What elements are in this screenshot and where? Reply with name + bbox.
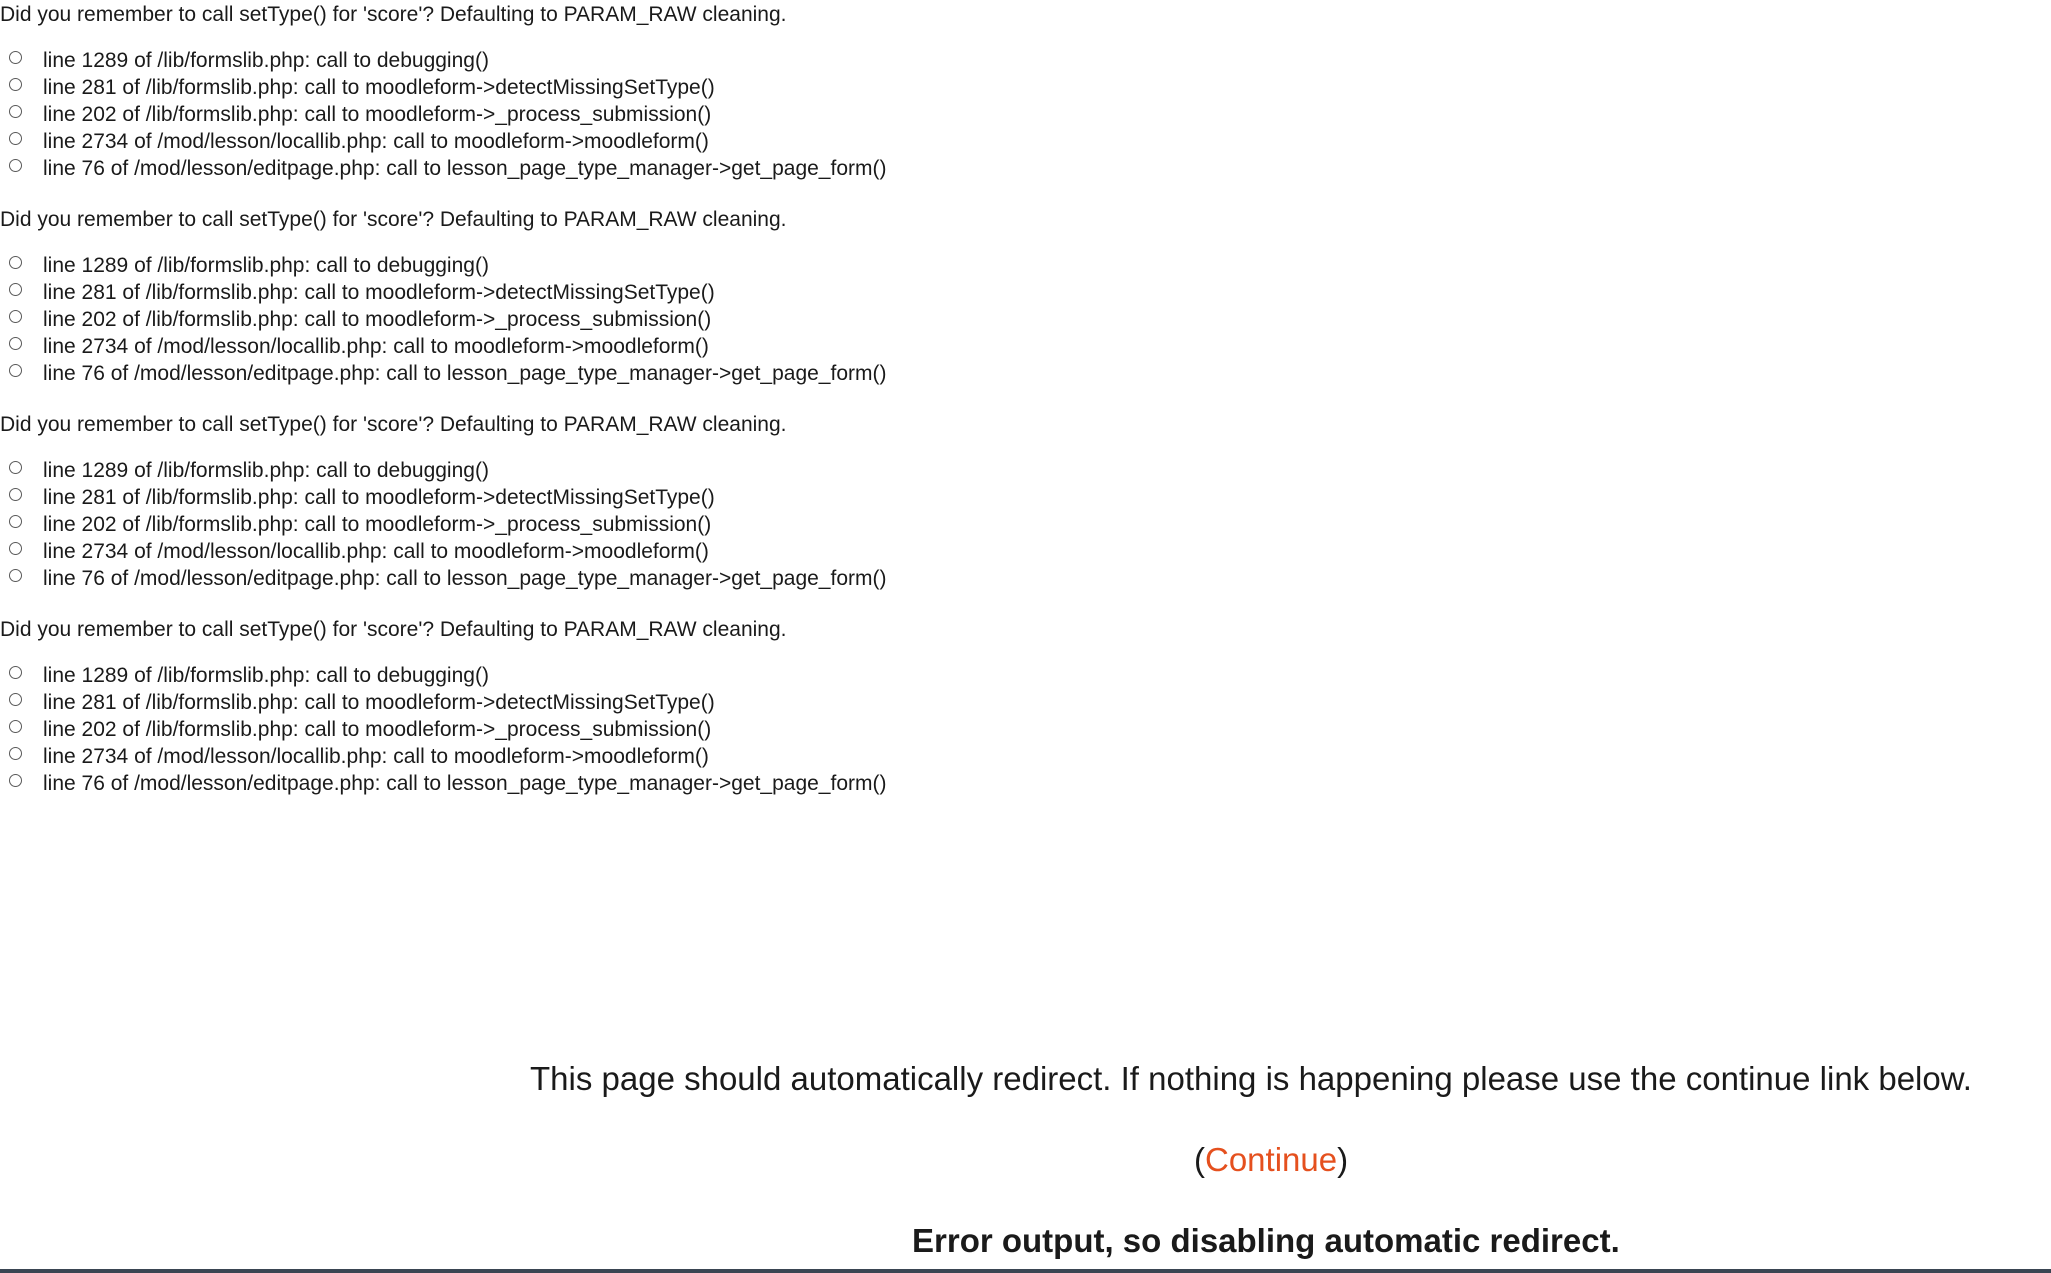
circle-outline-icon <box>9 488 22 501</box>
backtrace-text: line 202 of /lib/formslib.php: call to moodleform->_process_submission() <box>43 718 712 741</box>
backtrace-item <box>0 662 886 689</box>
backtrace-item <box>0 743 886 770</box>
backtrace-text: line 2734 of /mod/lesson/locallib.php: call to moodleform->moodleform() <box>43 540 709 563</box>
circle-outline-icon <box>9 515 22 528</box>
debug-notice <box>0 410 1100 615</box>
backtrace-item <box>0 128 886 155</box>
circle-outline-icon <box>9 569 22 582</box>
error-output-message: Error output, so disabling automatic redirect. <box>912 1222 1620 1259</box>
backtrace-text: line 1289 of /lib/formslib.php: call to debugging() <box>43 459 489 482</box>
backtrace-text: line 2734 of /mod/lesson/locallib.php: call to moodleform->moodleform() <box>43 130 709 153</box>
backtrace-list <box>0 662 886 797</box>
redirect-message: This page should automatically redirect. If nothing is happening please use the continue link below. <box>530 1060 1972 1097</box>
circle-outline-icon <box>9 78 22 91</box>
continue-open-paren: ( <box>1194 1141 1205 1178</box>
backtrace-text: line 202 of /lib/formslib.php: call to moodleform->_process_submission() <box>43 513 712 536</box>
backtrace-item <box>0 252 886 279</box>
backtrace-text: line 1289 of /lib/formslib.php: call to debugging() <box>43 254 489 277</box>
circle-outline-icon <box>9 310 22 323</box>
backtrace-item <box>0 360 886 387</box>
backtrace-item <box>0 511 886 538</box>
backtrace-text: line 76 of /mod/lesson/editpage.php: call to lesson_page_type_manager->get_page_form() <box>43 157 887 180</box>
circle-outline-icon <box>9 283 22 296</box>
backtrace-text: line 1289 of /lib/formslib.php: call to debugging() <box>43 49 489 72</box>
debug-message: Did you remember to call setType() for 'score'? Defaulting to PARAM_RAW cleaning. <box>0 618 787 641</box>
backtrace-list <box>0 47 886 182</box>
circle-outline-icon <box>9 256 22 269</box>
backtrace-text: line 202 of /lib/formslib.php: call to moodleform->_process_submission() <box>43 308 712 331</box>
backtrace-list <box>0 252 886 387</box>
window-bottom-edge <box>0 1269 2051 1273</box>
circle-outline-icon <box>9 337 22 350</box>
debug-notice <box>0 615 1100 820</box>
circle-outline-icon <box>9 364 22 377</box>
backtrace-text: line 76 of /mod/lesson/editpage.php: call to lesson_page_type_manager->get_page_form() <box>43 362 887 385</box>
backtrace-item <box>0 279 886 306</box>
redirect-notice <box>400 1050 2051 1270</box>
backtrace-item <box>0 457 886 484</box>
circle-outline-icon <box>9 774 22 787</box>
backtrace-text: line 76 of /mod/lesson/editpage.php: call to lesson_page_type_manager->get_page_form() <box>43 772 887 795</box>
backtrace-item <box>0 47 886 74</box>
backtrace-item <box>0 716 886 743</box>
backtrace-text: line 76 of /mod/lesson/editpage.php: call to lesson_page_type_manager->get_page_form() <box>43 567 887 590</box>
backtrace-list <box>0 457 886 592</box>
backtrace-text: line 1289 of /lib/formslib.php: call to debugging() <box>43 664 489 687</box>
debug-message: Did you remember to call setType() for 'score'? Defaulting to PARAM_RAW cleaning. <box>0 413 787 436</box>
debug-message: Did you remember to call setType() for 'score'? Defaulting to PARAM_RAW cleaning. <box>0 208 787 231</box>
backtrace-item <box>0 484 886 511</box>
backtrace-text: line 281 of /lib/formslib.php: call to moodleform->detectMissingSetType() <box>43 486 715 509</box>
debug-notice <box>0 205 1100 410</box>
backtrace-item <box>0 155 886 182</box>
backtrace-item <box>0 565 886 592</box>
debug-notice <box>0 0 1100 205</box>
backtrace-text: line 281 of /lib/formslib.php: call to moodleform->detectMissingSetType() <box>43 691 715 714</box>
circle-outline-icon <box>9 720 22 733</box>
circle-outline-icon <box>9 159 22 172</box>
backtrace-text: line 281 of /lib/formslib.php: call to moodleform->detectMissingSetType() <box>43 281 715 304</box>
continue-close-paren: ) <box>1337 1141 1349 1178</box>
backtrace-item <box>0 333 886 360</box>
continue-container <box>1194 1140 1348 1180</box>
debug-message: Did you remember to call setType() for 'score'? Defaulting to PARAM_RAW cleaning. <box>0 3 787 26</box>
circle-outline-icon <box>9 461 22 474</box>
circle-outline-icon <box>9 542 22 555</box>
backtrace-item <box>0 74 886 101</box>
continue-link[interactable]: Continue <box>1205 1141 1338 1178</box>
backtrace-item <box>0 101 886 128</box>
backtrace-item <box>0 770 886 797</box>
circle-outline-icon <box>9 693 22 706</box>
circle-outline-icon <box>9 132 22 145</box>
circle-outline-icon <box>9 666 22 679</box>
debug-output <box>0 0 1100 820</box>
backtrace-item <box>0 689 886 716</box>
backtrace-item <box>0 306 886 333</box>
circle-outline-icon <box>9 105 22 118</box>
backtrace-text: line 2734 of /mod/lesson/locallib.php: call to moodleform->moodleform() <box>43 745 709 768</box>
backtrace-text: line 202 of /lib/formslib.php: call to moodleform->_process_submission() <box>43 103 712 126</box>
backtrace-text: line 2734 of /mod/lesson/locallib.php: call to moodleform->moodleform() <box>43 335 709 358</box>
circle-outline-icon <box>9 51 22 64</box>
backtrace-text: line 281 of /lib/formslib.php: call to moodleform->detectMissingSetType() <box>43 76 715 99</box>
circle-outline-icon <box>9 747 22 760</box>
backtrace-item <box>0 538 886 565</box>
